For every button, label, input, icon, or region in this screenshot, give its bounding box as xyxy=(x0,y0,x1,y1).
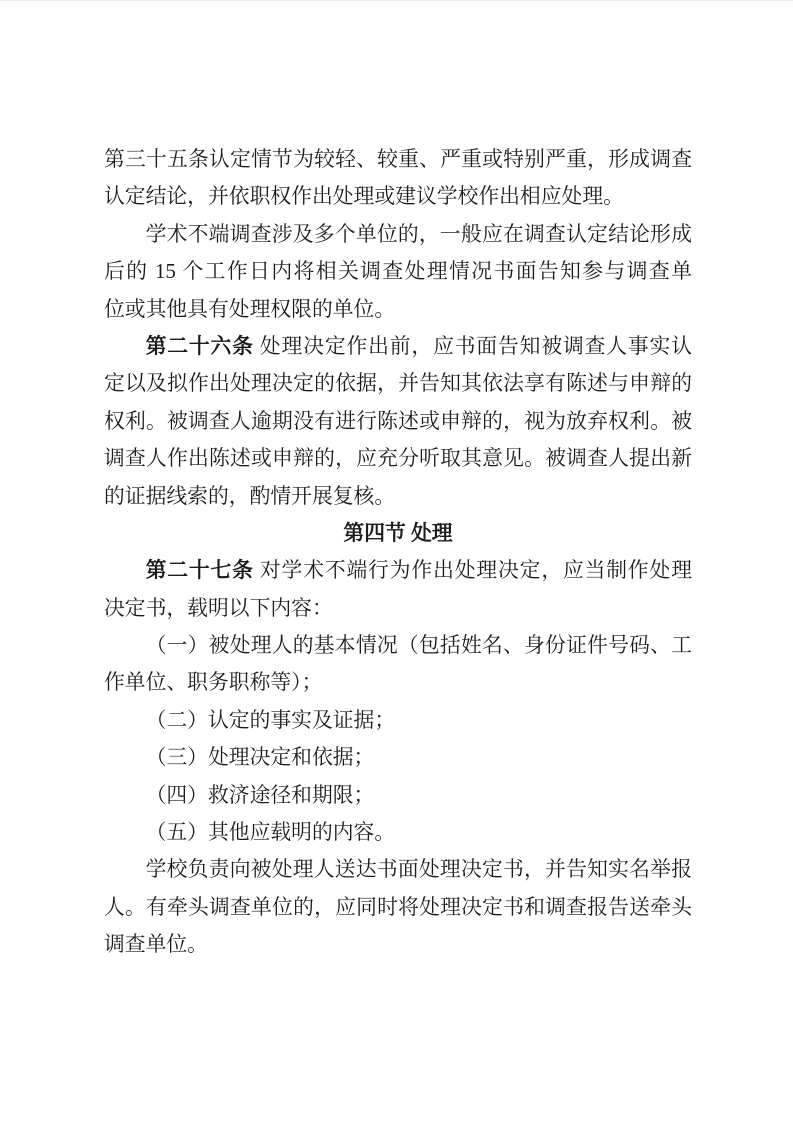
text-line: （一）被处理人的基本情况（包括姓名、身份证件号码、工 xyxy=(145,634,692,658)
text-line: 学校负责向被处理人送达书面处理决定书，并告知实名举报 xyxy=(145,858,692,882)
text-line: 认定结论，并依职权作出处理或建议学校作出相应处理。 xyxy=(104,185,624,209)
text-line: 调查人作出陈述或申辩的，应充分听取其意见。被调查人提出新 xyxy=(104,447,692,471)
text-line xyxy=(104,552,692,589)
page-top-edge xyxy=(0,0,793,1)
text-line: 调查单位。 xyxy=(104,933,208,957)
text-line xyxy=(104,328,692,365)
text-line: 位或其他具有处理权限的单位。 xyxy=(104,297,396,321)
text-line: 后的 15 个工作日内将相关调查处理情况书面告知参与调查单 xyxy=(104,260,692,284)
document-body xyxy=(104,141,692,964)
line-text: 对学术不端行为作出处理决定，应当制作处理 xyxy=(253,559,692,583)
text-line: （五）其他应载明的内容。 xyxy=(145,821,396,845)
text-line: 决定书，载明以下内容： xyxy=(104,596,333,620)
text-line: 作单位、职务职称等）； xyxy=(104,671,323,695)
text-line: 定以及拟作出处理决定的依据，并告知其依法享有陈述与申辩的 xyxy=(104,372,692,396)
text-line: 权利。被调查人逾期没有进行陈述或申辩的，视为放弃权利。被 xyxy=(104,409,692,433)
text-line: （四）救济途径和期限； xyxy=(145,783,375,807)
text-line: 人。有牵头调查单位的，应同时将处理决定书和调查报告送牵头 xyxy=(104,895,692,919)
text-line: 的证据线索的，酌情开展复核。 xyxy=(104,484,396,508)
text-line: （二）认定的事实及证据； xyxy=(145,708,396,732)
text-line: 第三十五条认定情节为较轻、较重、严重或特别严重，形成调查 xyxy=(104,148,692,171)
text-line: 学术不端调查涉及多个单位的，一般应在调查认定结论形成 xyxy=(145,222,692,246)
text-line: （三）处理决定和依据； xyxy=(145,746,375,770)
section-heading: 第四节 处理 xyxy=(343,521,453,545)
article-number: 第二十六条 xyxy=(145,334,254,358)
article-number: 第二十七条 xyxy=(145,559,254,583)
line-text: 处理决定作出前，应书面告知被调查人事实认 xyxy=(253,334,692,358)
